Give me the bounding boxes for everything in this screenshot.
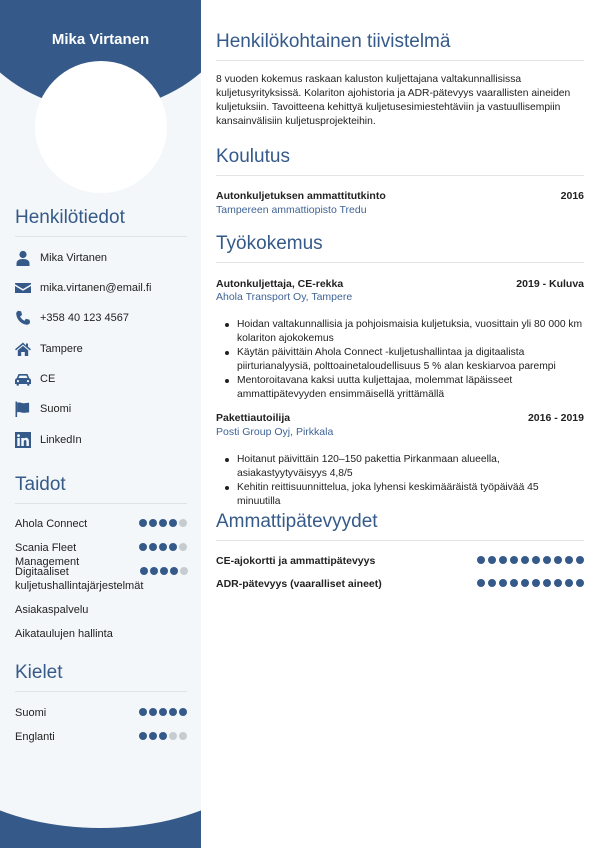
envelope-icon — [15, 280, 31, 296]
contact-name — [15, 249, 107, 267]
skill-rating — [139, 517, 187, 531]
contact-name-text: Mika Virtanen — [40, 252, 108, 264]
job-bullet: Kehitin reittisuunnittelua, joka lyhensi keskimääräistä työpäivää 45 minuutilla — [216, 481, 584, 509]
contact-nationality — [15, 400, 71, 418]
skill-label: Scania Fleet Management — [15, 542, 80, 568]
certification-label: CE-ajokortti ja ammattipätevyys — [216, 555, 376, 567]
flag-icon — [15, 401, 31, 417]
skill-label: Aikataulujen hallinta — [15, 628, 113, 640]
summary-heading: Henkilökohtainen tiivistelmä — [216, 31, 584, 61]
contact-license — [15, 370, 55, 388]
language-row — [15, 706, 187, 720]
certification-row — [216, 578, 584, 590]
skill-label: Digitaaliset kuljetushallintajärjestelmät — [15, 566, 144, 592]
skill-row — [15, 565, 187, 593]
job-title-row — [216, 412, 584, 424]
job-bullet: Mentoroitavana kaksi uutta kuljettajaa, molemmat läpäisseet ammattipätevyyden ensimmäisellä yrittämällä — [216, 374, 584, 402]
job-title: Pakettiautoilija — [216, 412, 291, 424]
job-bullet: Hoitanut päivittäin 120–150 pakettia Pirkanmaan alueella, asiakastyytyväisyys 4,8/5 — [216, 453, 584, 481]
home-icon — [15, 341, 31, 357]
language-label: Suomi — [15, 707, 47, 719]
candidate-name: Mika Virtanen — [51, 31, 150, 48]
education-heading: Koulutus — [216, 146, 584, 176]
car-icon — [15, 371, 31, 387]
contact-license-text: CE — [40, 373, 56, 385]
contact-linkedin[interactable] — [15, 431, 82, 449]
contact-phone-text[interactable]: +358 40 123 4567 — [40, 312, 130, 324]
skill-label: Ahola Connect — [15, 518, 88, 530]
job-date: 2016 - 2019 — [527, 412, 584, 424]
contact-linkedin-text[interactable]: LinkedIn — [40, 434, 82, 446]
job-bullet: Hoidan valtakunnallisia ja pohjoismaisia kuljetuksia, vuosittain yli 80 000 km kolariton ajokokemus — [216, 318, 584, 346]
language-row — [15, 730, 187, 744]
education-date: 2016 — [560, 190, 584, 202]
education-entry-title — [216, 190, 584, 202]
skill-rating — [140, 565, 188, 593]
certification-rating — [477, 578, 584, 590]
profile-photo — [35, 61, 167, 193]
job-date: 2019 - Kuluva — [516, 278, 584, 290]
contact-email-text[interactable]: mika.virtanen@email.fi — [40, 282, 152, 294]
personal-info-heading: Henkilötiedot — [15, 207, 187, 237]
school-name: Tampereen ammattiopisto Tredu — [216, 204, 367, 216]
contact-city-text: Tampere — [40, 343, 83, 355]
skill-row — [15, 517, 187, 531]
job-bullets — [216, 453, 584, 509]
job-title-row — [216, 278, 584, 290]
contact-email[interactable] — [15, 279, 151, 297]
language-rating — [139, 706, 187, 720]
skill-row — [15, 603, 187, 617]
contact-city — [15, 340, 83, 358]
languages-heading: Kielet — [15, 662, 187, 692]
experience-heading: Työkokemus — [216, 233, 584, 263]
person-icon — [15, 250, 31, 266]
job-bullet: Käytän päivittäin Ahola Connect -kuljetushallintaa ja digitaalista piirturianalyysiä, polttoainetaloudellisuus 5 % alan keskiarvoa parempi — [216, 346, 584, 374]
language-rating — [139, 730, 187, 744]
job-bullets — [216, 318, 584, 402]
certification-rating — [477, 555, 584, 567]
skill-label: Asiakaspalvelu — [15, 604, 89, 616]
certification-label: ADR-pätevyys (vaaralliset aineet) — [216, 578, 382, 590]
sidebar — [0, 0, 201, 848]
skills-heading: Taidot — [15, 474, 187, 504]
certifications-heading: Ammattipätevyydet — [216, 511, 584, 541]
job-title: Autonkuljettaja, CE-rekka — [216, 278, 344, 290]
contact-nationality-text: Suomi — [40, 403, 72, 415]
degree-name: Autonkuljetuksen ammattitutkinto — [216, 190, 386, 202]
summary-text: 8 vuoden kokemus raskaan kaluston kuljettajana valtakunnallisissa kuljetusyrityksissä. Kolariton ajohistoria ja ADR-pätevyys vaarallisten aineiden kuljetuksiin. Tavoitteena kehittyä kuljetusesimiestehtäviin ja vastuullisempiin kansainvälisiin kuljetusprojekteihin. — [216, 74, 571, 127]
language-label: Englanti — [15, 731, 55, 743]
skill-row — [15, 627, 187, 641]
contact-phone[interactable] — [15, 309, 129, 327]
sidebar-footer-curve — [0, 620, 201, 828]
phone-icon — [15, 310, 31, 326]
company-name: Ahola Transport Oy, Tampere — [216, 291, 353, 303]
company-name: Posti Group Oyj, Pirkkala — [216, 426, 334, 438]
linkedin-icon — [15, 432, 31, 448]
certification-row — [216, 555, 584, 567]
